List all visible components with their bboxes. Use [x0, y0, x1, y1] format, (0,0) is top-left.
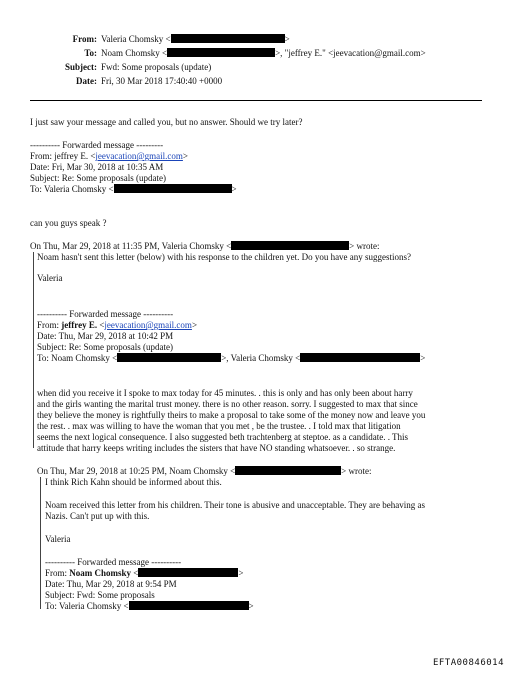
fwd1-from: From: jeffrey E. <jeevacation@gmail.com> — [30, 151, 188, 161]
fwd2-from: From: jeffrey E. <jeevacation@gmail.com> — [37, 320, 198, 330]
redaction-block — [235, 466, 341, 475]
quote-bar — [40, 477, 41, 609]
fwd3-date: Date: Thu, Mar 29, 2018 at 9:54 PM — [45, 579, 177, 589]
quote1-line: Noam hasn't sent this letter (below) with his response to the children yet. Do you have any suggestions? — [37, 252, 412, 262]
date-label: Date: — [76, 76, 97, 86]
from-value: Valeria Chomsky < > — [101, 34, 290, 44]
fwd1-to: To: Valeria Chomsky < > — [30, 184, 237, 194]
fwd2-to: To: Noam Chomsky < >, Valeria Chomsky < > — [37, 353, 426, 363]
fwd2-date: Date: Thu, Mar 29, 2018 at 10:42 PM — [37, 331, 174, 341]
redaction-block — [300, 353, 420, 362]
email-link[interactable]: jeevacation@gmail.com — [95, 151, 183, 161]
fwd3-marker: ---------- Forwarded message ---------- — [45, 557, 182, 567]
para-line: attitude that harry keeps writing includes the sisters that have NO standing whatsoever. . so strange. — [37, 443, 396, 453]
fwd2-subject: Subject: Re: Some proposals (update) — [37, 342, 173, 352]
subject-value: Fwd: Some proposals (update) — [101, 62, 212, 72]
para-line: and the girls wanting the marital trust money. there is no other reason. sorry. I suggested to max that since — [37, 399, 418, 409]
quote1-signature: Valeria — [37, 273, 63, 283]
quote1-attribution: On Thu, Mar 29, 2018 at 11:35 PM, Valeria Chomsky < > wrote: — [30, 241, 380, 251]
quote2-para-line: Noam received this letter from his children. Their tone is abusive and unacceptable. They are behaving as — [45, 500, 426, 510]
document-id: EFTA00846014 — [432, 658, 504, 668]
fwd3-from: From: Noam Chomsky < > — [45, 568, 244, 578]
quote-bar — [33, 252, 34, 448]
fwd2-marker: ---------- Forwarded message ---------- — [37, 309, 174, 319]
redaction-block — [117, 353, 221, 362]
quote2-para-line: Nazis. Can't put up with this. — [45, 511, 150, 521]
fwd3-to: To: Valeria Chomsky < > — [45, 601, 254, 611]
to-label: To: — [84, 48, 97, 58]
subject-label: Subject: — [65, 62, 97, 72]
fwd3-subject: Subject: Fwd: Some proposals — [45, 590, 155, 600]
redaction-block — [167, 48, 275, 57]
redaction-block — [231, 241, 349, 250]
quote2-line: I think Rich Kahn should be informed about this. — [45, 477, 222, 487]
redaction-block — [114, 184, 232, 193]
redaction-block — [129, 601, 249, 610]
speak-text: can you guys speak ? — [30, 218, 107, 228]
date-value: Fri, 30 Mar 2018 17:40:40 +0000 — [101, 76, 223, 86]
para-line: they believe the money is rightfully theirs to make a proposal to take some of the money now and leave you — [37, 410, 426, 420]
quote2-signature: Valeria — [45, 534, 71, 544]
fwd1-subject: Subject: Re: Some proposals (update) — [30, 173, 166, 183]
fwd1-date: Date: Fri, Mar 30, 2018 at 10:35 AM — [30, 162, 164, 172]
redaction-block — [138, 568, 238, 577]
para-line: when did you receive it I spoke to max today for 45 minutes. . this is only and has only been about harry — [37, 388, 413, 398]
para-line: the rest. . max was willing to have the woman that you met , be the trustee. . I told max that litigation — [37, 421, 401, 431]
email-link[interactable]: jeevacation@gmail.com — [104, 320, 192, 330]
fwd1-marker: ---------- Forwarded message --------- — [30, 140, 164, 150]
header-divider — [30, 100, 482, 101]
quote2-attribution: On Thu, Mar 29, 2018 at 10:25 PM, Noam Chomsky < > wrote: — [37, 466, 372, 476]
to-value: Noam Chomsky < >, "jeffrey E." <jeevacation@gmail.com> — [101, 48, 426, 58]
para-line: seems the next logical consequence. I also suggested beth trachtenberg at steptoe. as a candidate. . This — [37, 432, 409, 442]
from-label: From: — [72, 34, 97, 44]
redaction-block — [171, 34, 285, 43]
intro-text: I just saw your message and called you, but no answer. Should we try later? — [30, 117, 303, 127]
